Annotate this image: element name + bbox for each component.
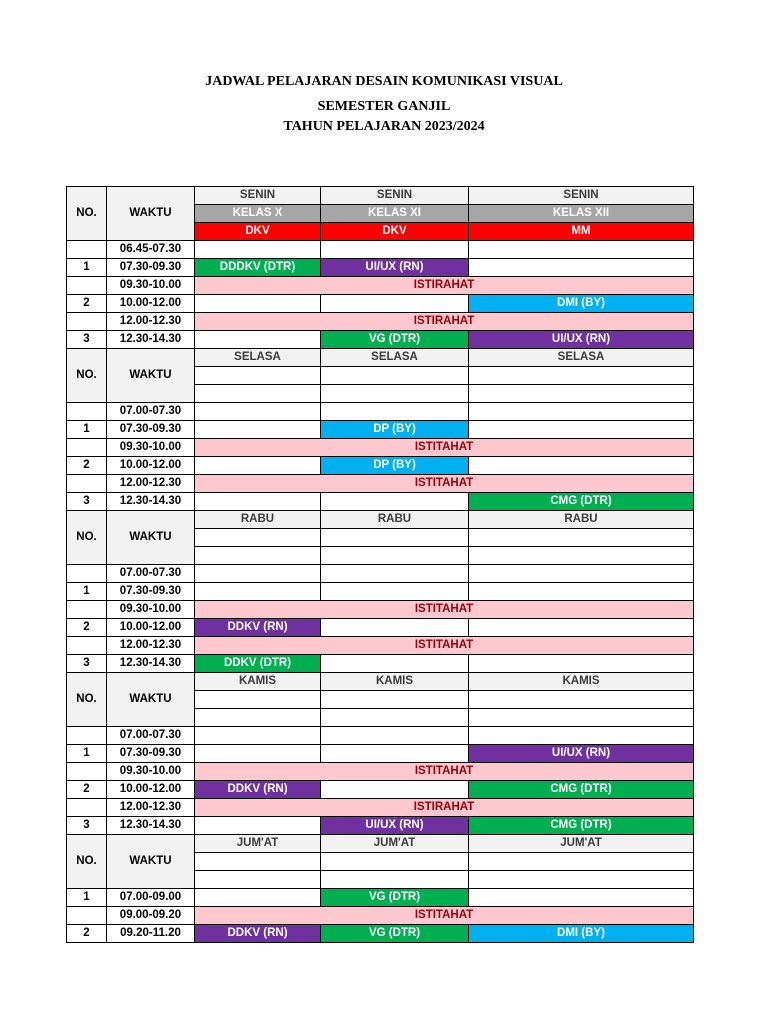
day-name: RABU bbox=[195, 511, 321, 529]
subject-cell: CMG (DTR) bbox=[469, 781, 694, 799]
break-label: ISTIRAHAT bbox=[195, 277, 694, 295]
day-header-row bbox=[67, 187, 694, 205]
period-time: 06.45-07.30 bbox=[107, 241, 195, 259]
subject-cell: DDDKV (DTR) bbox=[195, 259, 321, 277]
class-name: KELAS XII bbox=[469, 205, 694, 223]
empty-cell bbox=[469, 583, 694, 601]
day-name: KAMIS bbox=[195, 673, 321, 691]
subject-cell: UI/UX (RN) bbox=[321, 817, 469, 835]
day-name: JUM'AT bbox=[469, 835, 694, 853]
empty-cell bbox=[469, 241, 694, 259]
subject-cell: VG (DTR) bbox=[321, 925, 469, 943]
period-time: 09.30-10.00 bbox=[107, 601, 195, 619]
empty-cell bbox=[469, 727, 694, 745]
period-time: 07.30-09.30 bbox=[107, 745, 195, 763]
period-time: 12.30-14.30 bbox=[107, 817, 195, 835]
empty-cell bbox=[195, 691, 321, 709]
empty-cell bbox=[195, 493, 321, 511]
period-time: 10.00-12.00 bbox=[107, 457, 195, 475]
empty-cell bbox=[469, 655, 694, 673]
schedule-row bbox=[67, 493, 694, 511]
subject-cell: DMI (BY) bbox=[469, 295, 694, 313]
subject-cell: DDKV (RN) bbox=[195, 781, 321, 799]
period-time: 07.00-07.30 bbox=[107, 727, 195, 745]
break-row bbox=[67, 763, 694, 781]
break-row bbox=[67, 313, 694, 331]
period-time: 09.30-10.00 bbox=[107, 439, 195, 457]
period-time: 09.00-09.20 bbox=[107, 907, 195, 925]
break-label: ISTITAHAT bbox=[195, 439, 694, 457]
schedule-row bbox=[67, 727, 694, 745]
subject-cell: UI/UX (RN) bbox=[321, 259, 469, 277]
empty-cell bbox=[195, 241, 321, 259]
period-number: 2 bbox=[67, 457, 107, 475]
day-name: SENIN bbox=[469, 187, 694, 205]
break-label: ISTITAHAT bbox=[195, 763, 694, 781]
schedule-row bbox=[67, 565, 694, 583]
empty-cell bbox=[321, 745, 469, 763]
schedule-row bbox=[67, 817, 694, 835]
period-number: 3 bbox=[67, 331, 107, 349]
period-number bbox=[67, 439, 107, 457]
schedule-row bbox=[67, 457, 694, 475]
empty-cell bbox=[195, 385, 321, 403]
empty-cell bbox=[321, 655, 469, 673]
program-name: DKV bbox=[195, 223, 321, 241]
day-name: JUM'AT bbox=[321, 835, 469, 853]
period-number bbox=[67, 313, 107, 331]
empty-cell bbox=[321, 385, 469, 403]
empty-cell bbox=[321, 781, 469, 799]
program-name: MM bbox=[469, 223, 694, 241]
time-column-header: WAKTU bbox=[107, 187, 195, 241]
period-number bbox=[67, 907, 107, 925]
break-label: ISTITAHAT bbox=[195, 637, 694, 655]
subject-cell: UI/UX (RN) bbox=[469, 331, 694, 349]
period-number: 2 bbox=[67, 619, 107, 637]
period-number bbox=[67, 763, 107, 781]
day-header-row bbox=[67, 511, 694, 529]
empty-cell bbox=[469, 889, 694, 907]
subject-cell: DP (BY) bbox=[321, 457, 469, 475]
subject-cell: DDKV (DTR) bbox=[195, 655, 321, 673]
empty-cell bbox=[469, 547, 694, 565]
period-time: 12.00-12.30 bbox=[107, 475, 195, 493]
break-row bbox=[67, 601, 694, 619]
subject-cell: CMG (DTR) bbox=[469, 817, 694, 835]
empty-cell bbox=[195, 565, 321, 583]
subject-cell: VG (DTR) bbox=[321, 889, 469, 907]
time-column-header: WAKTU bbox=[107, 673, 195, 727]
period-time: 09.20-11.20 bbox=[107, 925, 195, 943]
empty-cell bbox=[469, 259, 694, 277]
schedule-row bbox=[67, 421, 694, 439]
period-time: 07.30-09.30 bbox=[107, 259, 195, 277]
period-time: 12.00-12.30 bbox=[107, 313, 195, 331]
empty-cell bbox=[195, 871, 321, 889]
schedule-row bbox=[67, 403, 694, 421]
empty-cell bbox=[195, 583, 321, 601]
empty-cell bbox=[321, 691, 469, 709]
empty-cell bbox=[469, 691, 694, 709]
period-number bbox=[67, 727, 107, 745]
empty-cell bbox=[321, 727, 469, 745]
period-time: 07.00-07.30 bbox=[107, 403, 195, 421]
day-header-row bbox=[67, 835, 694, 853]
schedule-row bbox=[67, 295, 694, 313]
academic-year-label: TAHUN PELAJARAN 2023/2024 bbox=[283, 119, 485, 134]
break-row bbox=[67, 637, 694, 655]
schedule-row bbox=[67, 331, 694, 349]
empty-cell bbox=[469, 421, 694, 439]
empty-cell bbox=[321, 403, 469, 421]
empty-cell bbox=[195, 745, 321, 763]
period-number: 1 bbox=[67, 583, 107, 601]
class-name: KELAS XI bbox=[321, 205, 469, 223]
empty-cell bbox=[321, 565, 469, 583]
break-label: ISTIRAHAT bbox=[195, 799, 694, 817]
period-time: 07.30-09.30 bbox=[107, 421, 195, 439]
class-name: KELAS X bbox=[195, 205, 321, 223]
empty-cell bbox=[469, 529, 694, 547]
day-name: SELASA bbox=[469, 349, 694, 367]
empty-cell bbox=[195, 331, 321, 349]
schedule-row bbox=[67, 259, 694, 277]
period-number bbox=[67, 475, 107, 493]
schedule-row bbox=[67, 241, 694, 259]
empty-cell bbox=[321, 547, 469, 565]
period-time: 12.30-14.30 bbox=[107, 493, 195, 511]
schedule-row bbox=[67, 745, 694, 763]
empty-cell bbox=[195, 295, 321, 313]
period-time: 10.00-12.00 bbox=[107, 619, 195, 637]
schedule-row bbox=[67, 781, 694, 799]
break-label: ISTITAHAT bbox=[195, 475, 694, 493]
period-time: 12.30-14.30 bbox=[107, 331, 195, 349]
empty-cell bbox=[321, 583, 469, 601]
page-title: JADWAL PELAJARAN DESAIN KOMUNIKASI VISUAL bbox=[205, 74, 563, 89]
break-row bbox=[67, 439, 694, 457]
day-name: RABU bbox=[321, 511, 469, 529]
empty-cell bbox=[321, 295, 469, 313]
break-row bbox=[67, 475, 694, 493]
period-number: 3 bbox=[67, 817, 107, 835]
period-number: 2 bbox=[67, 295, 107, 313]
day-name: SELASA bbox=[321, 349, 469, 367]
period-time: 09.30-10.00 bbox=[107, 763, 195, 781]
period-time: 10.00-12.00 bbox=[107, 295, 195, 313]
empty-cell bbox=[321, 367, 469, 385]
empty-cell bbox=[469, 619, 694, 637]
empty-cell bbox=[469, 385, 694, 403]
empty-cell bbox=[195, 889, 321, 907]
empty-cell bbox=[469, 457, 694, 475]
empty-cell bbox=[321, 529, 469, 547]
period-time: 10.00-12.00 bbox=[107, 781, 195, 799]
period-time: 07.00-09.00 bbox=[107, 889, 195, 907]
period-number bbox=[67, 799, 107, 817]
no-column-header: NO. bbox=[67, 349, 107, 403]
day-name: SENIN bbox=[195, 187, 321, 205]
time-column-header: WAKTU bbox=[107, 511, 195, 565]
period-time: 09.30-10.00 bbox=[107, 277, 195, 295]
period-number: 2 bbox=[67, 781, 107, 799]
period-number: 3 bbox=[67, 493, 107, 511]
no-column-header: NO. bbox=[67, 673, 107, 727]
period-number bbox=[67, 637, 107, 655]
period-number: 1 bbox=[67, 745, 107, 763]
no-column-header: NO. bbox=[67, 511, 107, 565]
period-number bbox=[67, 601, 107, 619]
schedule-row bbox=[67, 889, 694, 907]
empty-cell bbox=[321, 709, 469, 727]
no-column-header: NO. bbox=[67, 835, 107, 889]
program-name: DKV bbox=[321, 223, 469, 241]
empty-cell bbox=[195, 709, 321, 727]
empty-cell bbox=[321, 619, 469, 637]
period-number: 3 bbox=[67, 655, 107, 673]
break-row bbox=[67, 277, 694, 295]
empty-cell bbox=[469, 853, 694, 871]
subject-cell: DP (BY) bbox=[321, 421, 469, 439]
empty-cell bbox=[321, 493, 469, 511]
empty-cell bbox=[469, 709, 694, 727]
schedule-row bbox=[67, 655, 694, 673]
day-name: SELASA bbox=[195, 349, 321, 367]
empty-cell bbox=[195, 547, 321, 565]
day-name: KAMIS bbox=[469, 673, 694, 691]
empty-cell bbox=[195, 367, 321, 385]
empty-cell bbox=[195, 403, 321, 421]
subject-cell: DDKV (RN) bbox=[195, 619, 321, 637]
day-name: KAMIS bbox=[321, 673, 469, 691]
empty-cell bbox=[321, 871, 469, 889]
period-number bbox=[67, 241, 107, 259]
period-number: 1 bbox=[67, 421, 107, 439]
break-row bbox=[67, 799, 694, 817]
no-column-header: NO. bbox=[67, 187, 107, 241]
semester-label: SEMESTER GANJIL bbox=[317, 99, 451, 114]
period-time: 07.30-09.30 bbox=[107, 583, 195, 601]
subject-cell: DMI (BY) bbox=[469, 925, 694, 943]
day-name: RABU bbox=[469, 511, 694, 529]
empty-cell bbox=[195, 457, 321, 475]
break-row bbox=[67, 907, 694, 925]
period-number bbox=[67, 403, 107, 421]
day-header-row bbox=[67, 349, 694, 367]
schedule-row bbox=[67, 583, 694, 601]
day-header-row bbox=[67, 673, 694, 691]
period-time: 12.30-14.30 bbox=[107, 655, 195, 673]
empty-cell bbox=[469, 871, 694, 889]
period-time: 12.00-12.30 bbox=[107, 637, 195, 655]
empty-cell bbox=[469, 367, 694, 385]
empty-cell bbox=[195, 817, 321, 835]
schedule-row bbox=[67, 925, 694, 943]
period-number: 2 bbox=[67, 925, 107, 943]
time-column-header: WAKTU bbox=[107, 349, 195, 403]
schedule-table bbox=[66, 186, 694, 943]
period-time: 07.00-07.30 bbox=[107, 565, 195, 583]
subject-cell: CMG (DTR) bbox=[469, 493, 694, 511]
break-label: ISTIRAHAT bbox=[195, 313, 694, 331]
empty-cell bbox=[195, 727, 321, 745]
day-name: JUM'AT bbox=[195, 835, 321, 853]
schedule-row bbox=[67, 619, 694, 637]
period-time: 12.00-12.30 bbox=[107, 799, 195, 817]
empty-cell bbox=[469, 403, 694, 421]
empty-cell bbox=[195, 853, 321, 871]
break-label: ISTITAHAT bbox=[195, 907, 694, 925]
time-column-header: WAKTU bbox=[107, 835, 195, 889]
empty-cell bbox=[321, 853, 469, 871]
day-name: SENIN bbox=[321, 187, 469, 205]
subject-cell: VG (DTR) bbox=[321, 331, 469, 349]
empty-cell bbox=[195, 421, 321, 439]
break-label: ISTITAHAT bbox=[195, 601, 694, 619]
empty-cell bbox=[321, 241, 469, 259]
period-number: 1 bbox=[67, 259, 107, 277]
subject-cell: DDKV (RN) bbox=[195, 925, 321, 943]
period-number bbox=[67, 565, 107, 583]
empty-cell bbox=[195, 529, 321, 547]
empty-cell bbox=[469, 565, 694, 583]
period-number: 1 bbox=[67, 889, 107, 907]
subject-cell: UI/UX (RN) bbox=[469, 745, 694, 763]
period-number bbox=[67, 277, 107, 295]
